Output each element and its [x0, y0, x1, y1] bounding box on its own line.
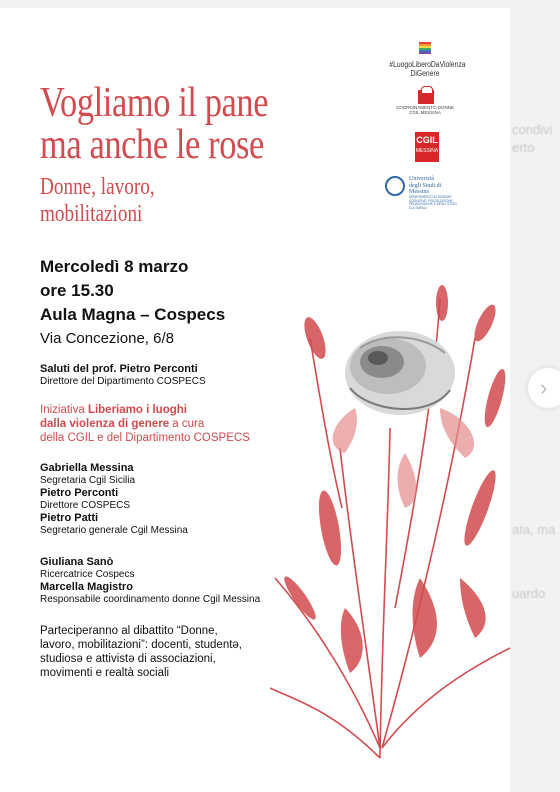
university-department: DIPARTIMENTO DI SCIENZE COGNITIVE, PSICOLOGICHE, PEDAGOGICHE E DEGLI STUDI CULTURALI: [409, 195, 457, 210]
closing-line: Parteciperanno al dibattito “Donne,: [40, 625, 218, 637]
event-date: Mercoledì 8 marzo: [40, 257, 189, 276]
greetings-role: Direttore del Dipartimento COSPECS: [40, 375, 206, 387]
speaker-name: Pietro Patti: [40, 512, 99, 524]
closing-line: movimenti e realtà sociali: [40, 667, 170, 679]
hashtag-line: #LuogoLiberoDaViolenza: [389, 60, 466, 69]
next-slide-button[interactable]: [528, 368, 560, 408]
speaker-name: Marcella Magistro: [40, 581, 133, 593]
subtitle-line: mobilitazioni: [40, 201, 143, 227]
event-details: [40, 255, 225, 351]
university-seal-icon: [385, 176, 405, 196]
background-text: ata, ma: [512, 522, 556, 537]
speaker-name: Giuliana Sanò: [40, 556, 114, 568]
closing-line: studiosə e attivistə di associazioni,: [40, 653, 216, 665]
speaker-role: Segretaria Cgil Sicilia: [40, 474, 136, 486]
event-time: ore 15.30: [40, 281, 114, 300]
coordinamento-caption: COORDINAMENTO DONNE CGIL MESSINA: [396, 105, 454, 115]
speaker-name: Pietro Perconti: [40, 487, 119, 499]
background-text: erto: [512, 140, 535, 155]
coordinamento-logo: [418, 90, 434, 104]
event-place: Aula Magna – Cospecs: [40, 305, 226, 324]
initiative-highlight: dalla violenza di genere: [40, 418, 170, 430]
hashtag-text: [389, 60, 466, 78]
speakers-list: [40, 462, 188, 537]
rose-illustration: [270, 278, 515, 768]
poster-subtitle: [40, 174, 200, 228]
speaker-name: Gabriella Messina: [40, 462, 134, 474]
speaker-role: Ricercatrice Cospecs: [40, 568, 135, 580]
university-name: [409, 176, 441, 196]
background-text: uardo: [512, 586, 546, 601]
rainbow-flag-icon: [419, 42, 431, 54]
event-address: Via Concezione, 6/8: [40, 330, 174, 347]
chevron-right-icon: ›: [540, 375, 548, 400]
hashtag-line: DiGenere: [410, 69, 440, 78]
initiative-highlight: Liberiamo i luoghi: [87, 404, 187, 416]
greetings-name: Saluti del prof. Pietro Perconti: [40, 363, 198, 375]
speaker-role: Direttore COSPECS: [40, 499, 131, 511]
cgil-logo: [415, 132, 439, 162]
title-line: ma anche le rose: [40, 122, 264, 168]
initiative-text: [40, 403, 250, 445]
initiative-text-part: Iniziativa: [40, 404, 88, 416]
speaker-role: Responsabile coordinamento donne Cgil Messina: [40, 593, 261, 605]
event-poster: [0, 8, 510, 792]
initiative-text-part: della CGIL e del Dipartimento COSPECS: [40, 432, 250, 444]
title-line: Vogliamo il pane: [40, 80, 269, 126]
university-name-line: degli Studi di: [409, 182, 442, 189]
university-name-line: Messina: [409, 189, 429, 195]
background-text: condivi: [512, 122, 553, 137]
greetings: [40, 363, 206, 388]
closing-line: lavoro, mobilitazioni”: docenti, studentə,: [40, 639, 242, 651]
poster-title: [40, 82, 335, 166]
speakers-list: [40, 556, 260, 606]
university-name-line: Università: [409, 176, 434, 182]
subtitle-line: Donne, lavoro,: [40, 174, 155, 200]
closing-text: [40, 624, 242, 680]
university-logo: [385, 176, 485, 210]
cgil-logo-sub: MESSINA: [415, 148, 439, 154]
initiative-text-part: a cura: [169, 418, 205, 430]
speaker-role: Segretario generale Cgil Messina: [40, 524, 188, 536]
cgil-logo-text: CGIL: [416, 135, 438, 145]
